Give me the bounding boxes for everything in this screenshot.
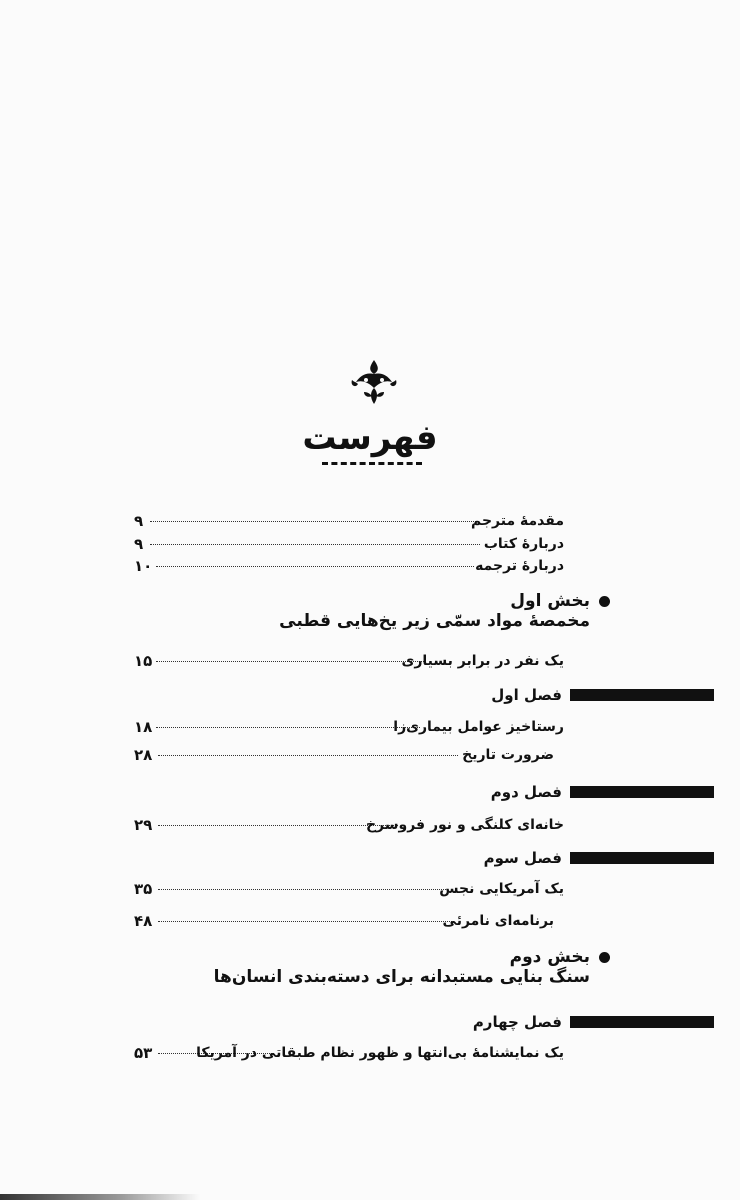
leader-dots xyxy=(158,825,398,826)
part-title: بخش اول xyxy=(510,591,590,611)
entry-label: رستاخیز عوامل بیماری‌زا xyxy=(393,719,564,735)
entry-label: ضرورت تاریخ xyxy=(462,747,554,763)
toc-entry[interactable] xyxy=(134,510,564,532)
page-number: ۹ xyxy=(134,535,144,553)
toc-entry[interactable] xyxy=(134,744,554,766)
leader-dots xyxy=(156,566,474,567)
toc-entry[interactable] xyxy=(134,716,564,738)
page-number: ۱۰ xyxy=(134,557,153,575)
entry-label: خانه‌ای کلنگی و نور فروسرخ xyxy=(365,817,564,833)
page-number: ۴۸ xyxy=(134,912,153,930)
toc-entry[interactable] xyxy=(134,533,564,555)
entry-label: مقدمهٔ مترجم xyxy=(470,513,564,529)
chapter-bar xyxy=(570,786,714,798)
leader-dots xyxy=(156,661,424,662)
bullet-icon xyxy=(599,952,610,963)
part-subtitle: سنگ بنایی مستبدانه برای دسته‌بندی انسان‌ها xyxy=(213,967,590,987)
entry-label: یک نمایشنامهٔ بی‌انتها و ظهور نظام طبقاتی در آمریکا xyxy=(196,1045,564,1061)
chapter-bar xyxy=(570,689,714,701)
toc-entry[interactable] xyxy=(134,555,564,577)
leader-dots xyxy=(150,544,480,545)
chapter-title: فصل دوم xyxy=(490,783,562,801)
leader-dots xyxy=(158,755,458,756)
leader-dots xyxy=(158,889,446,890)
page-number: ۵۳ xyxy=(134,1044,153,1062)
toc-entry[interactable] xyxy=(134,878,564,900)
page-title: فهرست xyxy=(302,418,438,458)
part-title: بخش دوم xyxy=(509,947,590,967)
chapter-title: فصل سوم xyxy=(483,849,562,867)
page-edge-shadow xyxy=(0,1194,200,1200)
leader-dots xyxy=(158,921,454,922)
page-number: ۳۵ xyxy=(134,880,153,898)
leader-dots xyxy=(156,727,420,728)
page-number: ۲۹ xyxy=(134,816,153,834)
toc-entry[interactable] xyxy=(134,814,564,836)
chapter-title: فصل چهارم xyxy=(472,1013,562,1031)
entry-label: دربارهٔ ترجمه xyxy=(475,558,564,574)
entry-label: یک نفر در برابر بسیاری xyxy=(401,653,564,669)
toc-entry[interactable] xyxy=(134,650,564,672)
page-number: ۱۵ xyxy=(134,652,153,670)
chapter-bar xyxy=(570,852,714,864)
bullet-icon xyxy=(599,596,610,607)
entry-label: یک آمریکایی نجس xyxy=(439,881,564,897)
title-underline xyxy=(322,462,422,465)
page-number: ۹ xyxy=(134,512,144,530)
leader-dots xyxy=(150,521,476,522)
page-number: ۲۸ xyxy=(134,746,153,764)
part-heading xyxy=(279,590,610,634)
toc-entry[interactable] xyxy=(134,1042,564,1064)
page-number: ۱۸ xyxy=(134,718,153,736)
toc-entry[interactable] xyxy=(134,910,554,932)
ornament-icon xyxy=(348,358,400,406)
chapter-title: فصل اول xyxy=(491,686,562,704)
part-subtitle: مخمصهٔ مواد سمّی زیر یخ‌هایی قطبی xyxy=(279,611,590,631)
entry-label: دربارهٔ کتاب xyxy=(483,536,564,552)
entry-label: برنامه‌ای نامرئی xyxy=(442,913,554,929)
chapter-bar xyxy=(570,1016,714,1028)
part-heading xyxy=(213,946,610,990)
